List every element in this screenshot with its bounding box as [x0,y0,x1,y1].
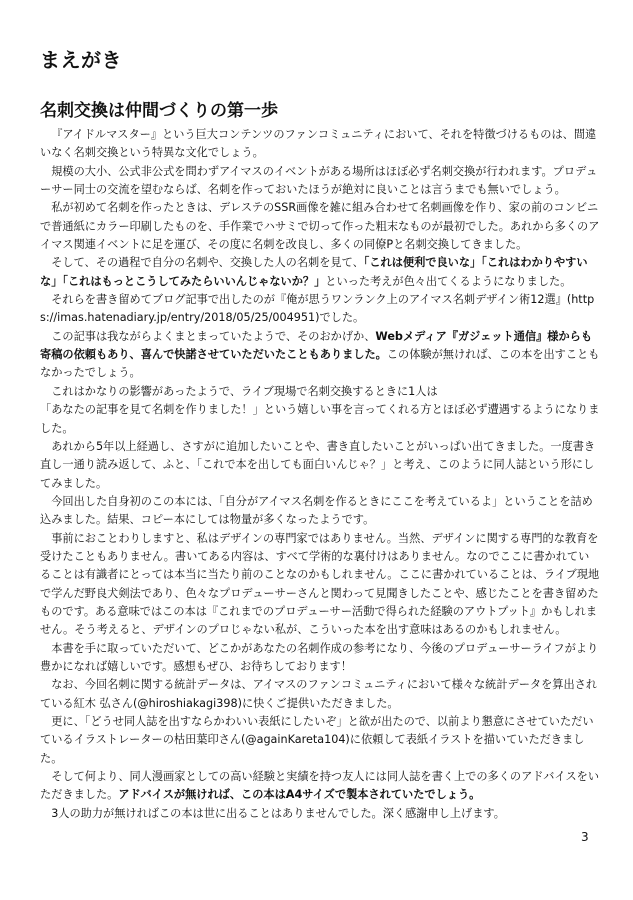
paragraph [40,254,600,291]
body-text [40,126,600,823]
paragraph: 3人の助力が無ければこの本は世に出ることはありませんでした。深く感謝申し上げます。 [51,806,505,820]
paragraph: 本書を手に取っていただいて、どこかがあなたの名刺作成の参考になり、今後のプロデューサーライフがより豊かになれば嬉しいです。感想もぜひ、お待ちしております！ [40,641,599,673]
paragraph-text: そして、その過程で自分の名刺や、交換した人の名刺を見て、 [51,256,364,270]
paragraph: 事前におことわりしますと、私はデザインの専門家ではありません。当然、デザインに関する専門的な教育を受けたこともありません。書いてある内容は、すべて学術的な裏付けはありません。なのでここに書かれていることは有識者にとっては本当に当たり前のことなのかもしれません。ここに書かれていることは、ライブ現地で学んだ野良犬剣法であり、色々なプロデューサーさんと関わって見聞きしたことや、感じたことを書き留めたものです。ある意味ではこの本は『これまでのプロデューサー活動で得られた経験のアウトプット』かもしれません。そう考えると、デザインのプロじゃない私が、こういった本を出す意味はあるのかもしれません。 [40,531,600,637]
emphasis-text: 「これは便利で良いな」「これはわかりやすいな」「これはもっとこうしてみたらいいんじゃないか？」 [40,256,588,288]
paragraph: それらを書き留めてブログ記事で出したのが『俺が思うワンランク上のアイマス名刺デザイン術12選』(https://imas.hatenadiary.jp/entry/2018/05/25/004951)でした。 [40,293,595,325]
paragraph [40,328,600,383]
page-number: 3 [581,830,589,844]
paragraph: 規模の大小、公式非公式を問わずアイマスのイベントがある場所はほぼ必ず名刺交換が行われます。プロデューサー同士の交流を望むならば、名刺を作っておいたほうが絶対に良いことは言うまでも無いでしょう。 [40,164,598,197]
paragraph-text: といった考えが色々出てくるようになりました。 [325,274,572,288]
emphasis-text: アドバイスが無ければ、この本はA4サイズで製本されていたでしょう。 [118,788,481,802]
paragraph: 今回出した自身初のこの本には、「自分がアイマス名刺を作るときにここを考えているよ」ということを詰め込みました。結果、コピー本にしては物量が多くなったようです。 [40,494,593,527]
paragraph [40,768,600,805]
page-title: まえがき [40,48,122,72]
emphasis-text: Webメディア『ガジェット通信』様からも寄稿の依頼もあり、喜んで快諾させていただいたこともありました。 [40,329,593,362]
paragraph-text: そして何より、同人漫画家としての高い経験と実績を持つ友人には同人誌を書く上での多くのアドバイスをいただきました。 [40,770,600,802]
paragraph-text: この記事は我ながらよくまとまっていたようで、そのおかげか、 [51,329,376,343]
paragraph: 更に、「どうせ同人誌を出すならかわいい表紙にしたいぞ」と欲が出たので、以前より懇意にさせていただいているイラストレーターの枯田葉印さん(@againKareta104)に依頼して表紙イラストを描いていただきました。 [40,715,594,765]
paragraph: 「あなたの記事を見て名刺を作りました！」という嬉しい事を言ってくれる方とほぼ必ず遭遇するようになりました。 [40,403,600,435]
paragraph-text: この体験が無ければ、この本を出すこともなかったでしょう。 [40,348,600,380]
paragraph: 私が初めて名刺を作ったときは、デレステのSSR画像を雑に組み合わせて名刺画像を作り、家の前のコンビニで普通紙にカラー印刷したものを、手作業でハサミで切って作った粗末なものが最初でした。あれから多くのアイマス関連イベントに足を運び、その度に名刺を改良し、多くの同僚Pと名刺交換してきました。 [40,201,600,252]
paragraph: 『アイドルマスター』という巨大コンテンツのファンコミュニティにおいて、それを特徴づけるものは、間違いなく名刺交換という特異な文化でしょう。 [40,128,597,160]
paragraph: なお、今回名刺に関する統計データは、アイマスのファンコミュニティにおいて様々な統計データを算出されている紅木 弘さん(@hiroshiakagi398)に快くご提供いただきました。 [40,678,598,710]
section-heading: 名刺交換は仲間づくりの第一歩 [40,101,278,121]
paragraph: あれから5年以上経過し、さすがに追加したいことや、書き直したいことがいっぱい出てきました。一度書き直し一通り読み返して、ふと、「これで本を出しても面白いんじゃ？」と考え、このように同人誌という形にしてみました。 [40,439,596,490]
paragraph: これはかなりの影響があったようで、ライブ現場で名刺交換するときに1人は [51,384,438,398]
